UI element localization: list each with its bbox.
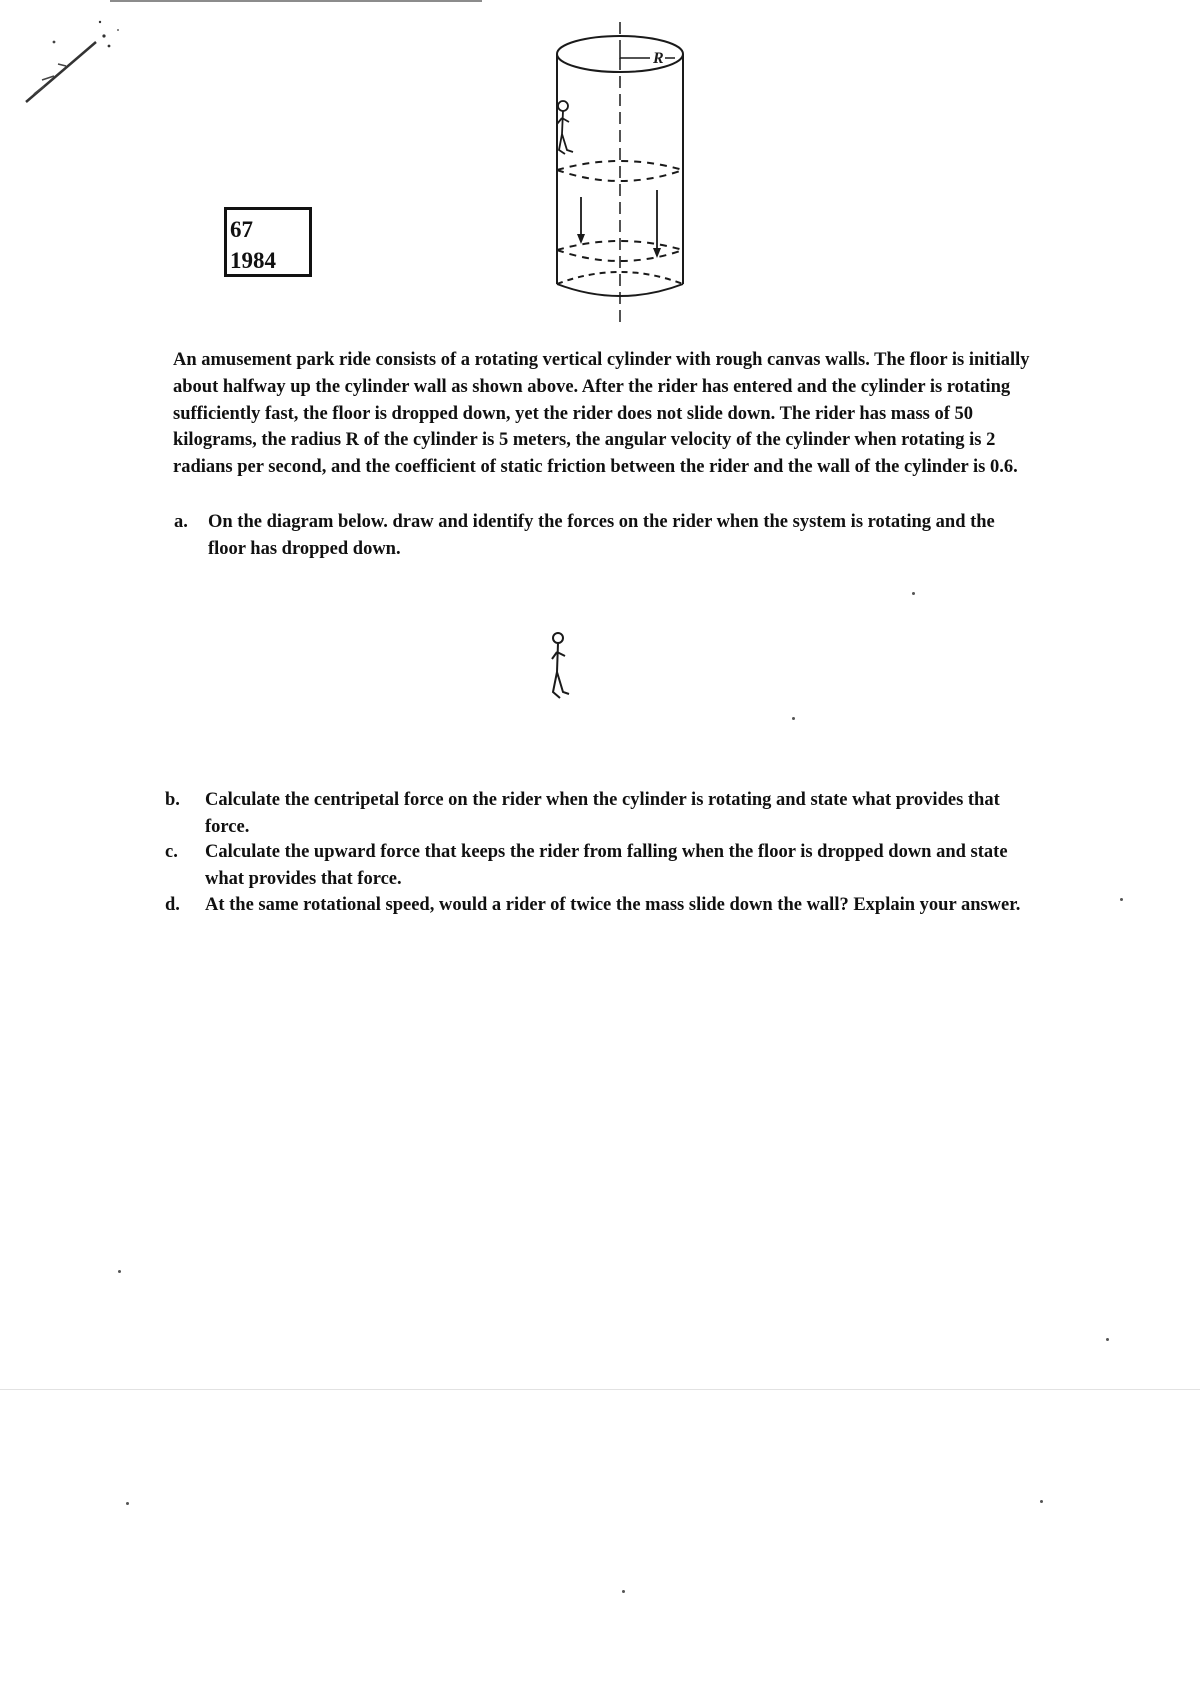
- top-rule: [110, 0, 482, 2]
- radius-label: R: [653, 50, 664, 67]
- scan-speck: [118, 1270, 121, 1273]
- problem-statement: An amusement park ride consists of a rotating vertical cylinder with rough canvas walls. The floor is initially about halfway up the cylinder wall as shown above. After the rider has entered and the cylinder is rotating sufficiently fast, the floor is dropped down, yet the rider does not slide down. The rider has mass of 50 kilograms, the radius R of the cylinder is 5 meters, the angular velocity of the cylinder when rotating is 2 radians per second, and the coefficient of static friction between the rider and the wall of the cylinder is 0.6.: [173, 350, 1030, 478]
- scan-fold-line: [0, 1389, 1200, 1390]
- part-c-text: Calculate the upward force that keeps the rider from falling when the floor is dropped down and state what provides that force.: [205, 842, 1008, 889]
- scan-speck: [1120, 898, 1123, 901]
- problem-number: 67: [230, 217, 253, 242]
- scan-speck: [126, 1502, 129, 1505]
- part-a-letter: a.: [174, 512, 188, 532]
- scan-speck: [912, 592, 915, 595]
- problem-year: 1984: [230, 248, 276, 273]
- scan-speck: [1106, 1338, 1109, 1341]
- part-b-letter: b.: [165, 790, 180, 810]
- part-d-text: At the same rotational speed, would a rider of twice the mass slide down the wall? Explain your answer.: [205, 895, 1021, 915]
- rotating-cylinder-diagram: [545, 12, 695, 327]
- part-b-text: Calculate the centripetal force on the rider when the cylinder is rotating and state what provides that force.: [205, 790, 1000, 837]
- stick-figure-icon: [548, 632, 572, 704]
- part-d-letter: d.: [165, 895, 180, 915]
- scan-speck: [792, 717, 795, 720]
- pen-mark-icon: [14, 14, 124, 104]
- scan-speck: [1040, 1500, 1043, 1503]
- part-a-text: On the diagram below. draw and identify the forces on the rider when the system is rotating and the floor has dropped down.: [208, 512, 995, 559]
- scan-speck: [622, 1590, 625, 1593]
- problem-id-box: [224, 207, 312, 277]
- part-c-letter: c.: [165, 842, 178, 862]
